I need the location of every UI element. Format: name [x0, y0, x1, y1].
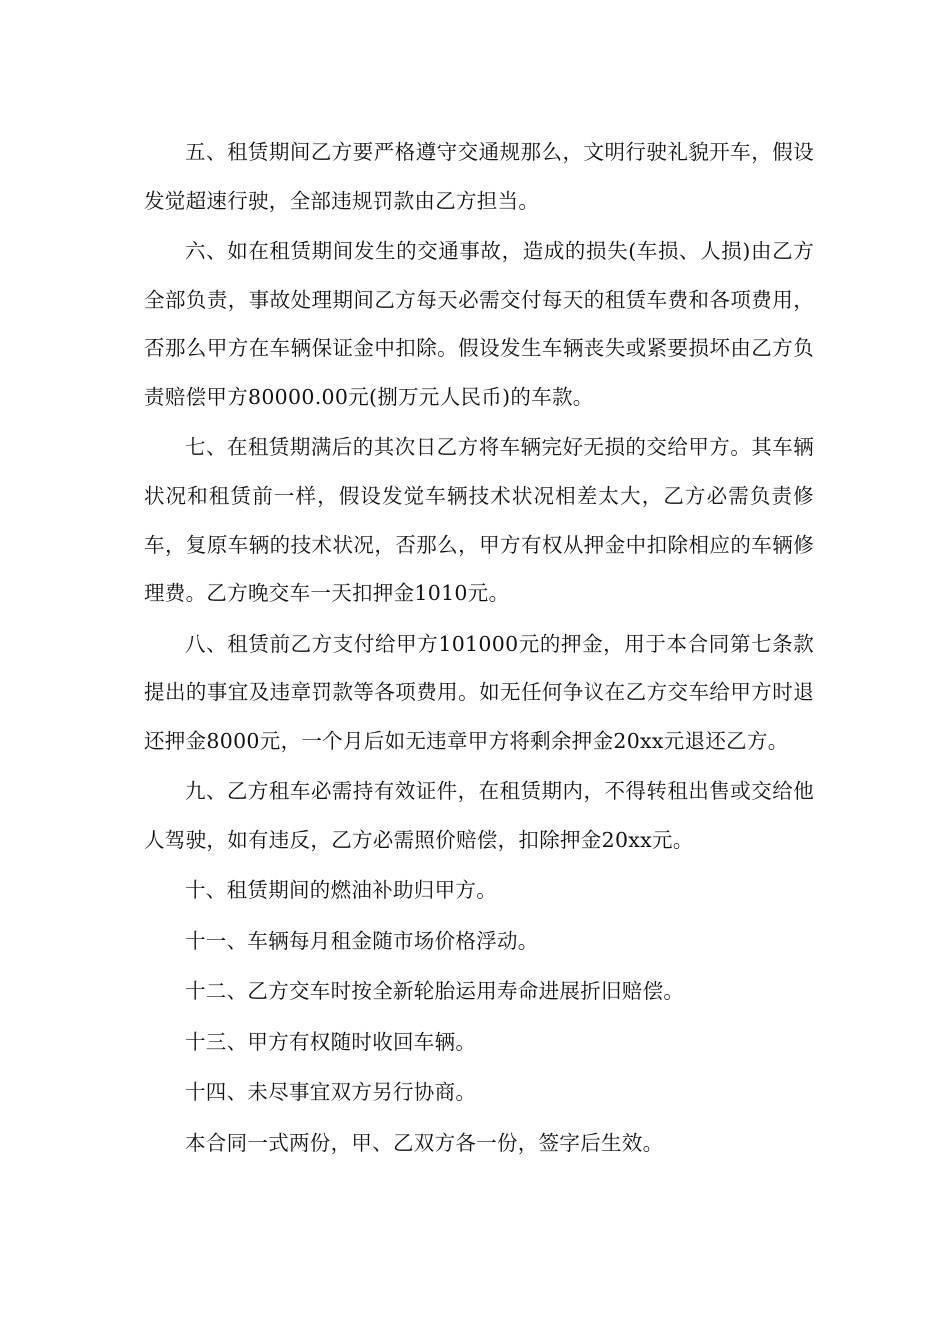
clause-7-paragraph: 七、在租赁期满后的其次日乙方将车辆完好无损的交给甲方。其车辆状况和租赁前一样，假设发觉车辆技术状况相差太大，乙方必需负责修车，复原车辆的技术状况，否那么，甲方有权从押金中扣除相应的车辆修理费。乙方晚交车一天扣押金1010元。 [144, 435, 814, 606]
clause-5-paragraph: 五、租赁期间乙方要严格遵守交通规那么，文明行驶礼貌开车，假设发觉超速行驶，全部违规罚款由乙方担当。 [144, 140, 814, 213]
clause-14-paragraph: 十四、未尽事宜双方另行协商。 [185, 1080, 477, 1105]
document-body [144, 128, 814, 1169]
clause-10-paragraph: 十、租赁期间的燃油补助归甲方。 [185, 878, 497, 903]
clause-9-paragraph: 九、乙方租车必需持有效证件，在租赁期内，不得转租出售或交给他人驾驶，如有违反，乙方必需照价赔偿，扣除押金20xx元。 [144, 779, 814, 852]
clause-13-paragraph: 十三、甲方有权随时收回车辆。 [185, 1029, 477, 1054]
clause-8-paragraph: 八、租赁前乙方支付给甲方101000元的押金，用于本合同第七条款提出的事宜及违章罚款等各项费用。如无任何争议在乙方交车给甲方时退还押金8000元，一个月后如无违章甲方将剩余押金20xx元退还乙方。 [144, 631, 814, 753]
clause-6-paragraph: 六、如在租赁期间发生的交通事故，造成的损失(车损、人损)由乙方全部负责，事故处理期间乙方每天必需交付每天的租赁车费和各项费用，否那么甲方在车辆保证金中扣除。假设发生车辆丧失或紧要损坏由乙方负责赔偿甲方80000.00元(捌万元人民币)的车款。 [144, 239, 814, 409]
clause-11-paragraph: 十一、车辆每月租金随市场价格浮动。 [185, 928, 539, 953]
clause-12-paragraph: 十二、乙方交车时按全新轮胎运用寿命进展折旧赔偿。 [185, 979, 685, 1004]
closing-statement: 本合同一式两份，甲、乙双方各一份，签字后生效。 [185, 1130, 664, 1155]
